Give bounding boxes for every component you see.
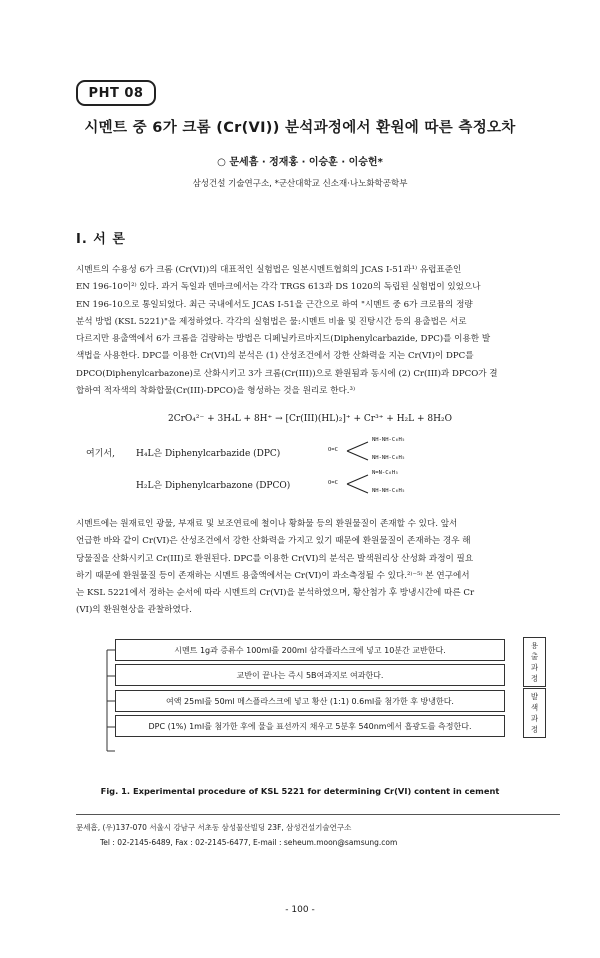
footnote-address: 문세흠, (우)137-070 서울시 강남구 서초동 삼성물산빌딩 23F, 삼성건설기술연구소: [76, 823, 352, 832]
paper-title: 시멘트 중 6가 크롬 (Cr(VI)) 분석과정에서 환원에 따른 측정오차: [84, 120, 516, 136]
flow-step-1: 시멘트 1g과 증류수 100ml를 200ml 삼각플라스크에 넣고 10분간 교반한다.: [115, 639, 505, 661]
definition-dpc: H₄L은 Diphenylcarbazide (DPC): [136, 449, 281, 459]
side-label-elution: [523, 637, 546, 687]
flow-step-2: 교반이 끝나는 즉시 5B여과지로 여과한다.: [115, 664, 505, 686]
structure-prefix: O=C: [328, 447, 338, 453]
structure-bottom-group: NH-NH-C₆H₅: [372, 455, 406, 461]
flow-step-3: 여액 25ml를 50ml 메스플라스크에 넣고 황산 (1:1) 0.6ml를 첨가한 후 방냉한다.: [115, 690, 505, 712]
intro-paragraph-2: [76, 516, 560, 620]
side-label-text: 용출과정: [530, 641, 539, 683]
flow-step-4: DPC (1%) 1ml를 첨가한 후에 물을 표선까지 채우고 5분후 540nm에서 흡광도를 측정한다.: [115, 715, 505, 737]
paragraph-line: EN 196-10으로 통일되었다. 최근 국내에서도 JCAS I-51을 근간으로 하여 "시멘트 중 6가 크로뮴의 정량: [76, 299, 473, 310]
paragraph-line: 시멘트에는 원재료인 광물, 부재료 및 보조연료에 철이나 황화물 등의 환원물질이 존재할 수 있다. 앞서: [76, 519, 458, 529]
side-label-color: [523, 688, 546, 738]
paper-code-label: PHT 08: [76, 80, 156, 106]
paragraph-line: 는 KSL 5221에서 정하는 순서에 따라 시멘트의 Cr(VI)을 분석하였으며, 황산첨가 후 방냉시간에 따른 Cr: [76, 588, 475, 599]
structure-top-group: N=N-C₆H₅: [372, 470, 399, 476]
side-label-text: 발색과정: [530, 692, 539, 734]
paragraph-line: 언급한 바와 같이 Cr(VI)은 산성조건에서 강한 산화력을 가지고 있기 때문에 환원물질이 존재하는 경우 해: [76, 536, 471, 547]
figure-caption: Fig. 1. Experimental procedure of KSL 5221 for determining Cr(VI) content in cement: [100, 786, 500, 796]
author-list: ○ 문세흠 · 정재홍 · 이승훈 · 이승헌*: [217, 157, 383, 168]
paragraph-line: 시멘트의 수용성 6가 크롬 (Cr(VI))의 대표적인 실험법은 일본시멘트협회의 JCAS I-51과¹⁾ 유럽표준인: [76, 265, 462, 275]
structure-top-group: NH-NH-C₆H₅: [372, 437, 406, 443]
dpc-structure: [328, 437, 438, 465]
paragraph-line: 합하여 적자색의 착화합물(Cr(III)-DPCO)을 형성하는 것을 원리로 한다.³⁾: [76, 386, 356, 397]
dpco-structure: [328, 470, 438, 498]
paragraph-line: DPCO(Diphenylcarbazone)로 산화시키고 3가 크롬(Cr(III))으로 환원됨과 동시에 (2) Cr(III)과 DPCO가 결: [76, 368, 498, 379]
section-heading-introduction: I. 서 론: [76, 232, 126, 247]
affiliation: 삼성건설 기술연구소, *군산대학교 신소재·나노화학공학부: [192, 179, 408, 189]
intro-paragraph-1: [76, 262, 560, 400]
paragraph-line: 분석 방법 (KSL 5221)"을 제정하였다. 각각의 실험법은 물:시멘트 비율 및 진탕시간 등의 용출법은 서로: [76, 316, 467, 327]
paragraph-line: 당물질을 산화시키고 Cr(III)로 환원된다. DPC를 이용한 Cr(VI)의 분석은 발색원리상 산성화 과정이 필요: [76, 553, 474, 564]
bond-lines-icon: [346, 472, 370, 496]
definition-dpco: H₂L은 Diphenylcarbazone (DPCO): [136, 481, 291, 491]
page-number: - 100 -: [285, 905, 315, 915]
bond-lines-icon: [346, 439, 370, 463]
paragraph-line: (VI)의 환원현상을 관찰하였다.: [76, 605, 192, 616]
footnote-divider: [76, 814, 560, 815]
paragraph-line: 하기 때문에 환원물질 등이 존재하는 시멘트 용출액에서는 Cr(VI)이 과소측정될 수 있다.²⁾⁻⁵⁾ 본 연구에서: [76, 570, 470, 581]
structure-prefix: O=C: [328, 480, 338, 486]
paragraph-line: 색법을 사용한다. DPC를 이용한 Cr(VI)의 분석은 (1) 산성조건에서 강한 산화력을 지는 Cr(VI)이 DPC를: [76, 351, 474, 362]
reaction-equation: 2CrO₄²⁻ + 3H₄L + 8H⁺ → [Cr(III)(HL)₂]⁺ + Cr³⁺ + H₂L + 8H₂O: [168, 414, 452, 424]
where-label: 여기서,: [86, 449, 115, 459]
paragraph-line: EN 196-10이²⁾ 있다. 과거 독일과 덴마크에서는 각각 TRGS 613과 DS 1020의 독립된 실험법이 있었으나: [76, 282, 481, 293]
footnote-contact: Tel : 02-2145-6489, Fax : 02-2145-6477, E-mail : seheum.moon@samsung.com: [100, 838, 398, 847]
structure-bottom-group: NH-NH-C₆H₅: [372, 488, 406, 494]
paragraph-line: 다르지만 용출액에서 6가 크롬을 검량하는 방법은 디페닐카르바지드(Diphenylcarbazide, DPC)를 이용한 발: [76, 334, 491, 345]
